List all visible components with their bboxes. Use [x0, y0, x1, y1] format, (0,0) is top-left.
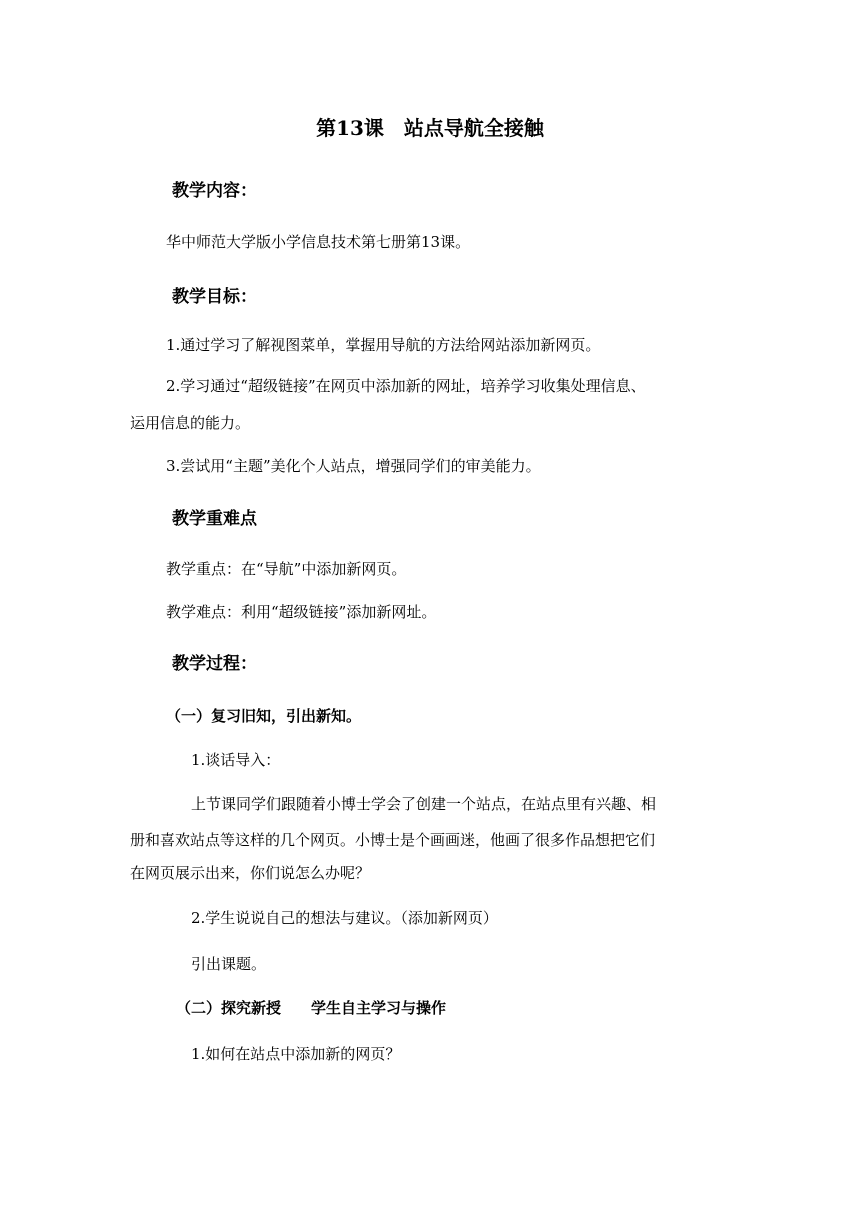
- part-1-paragraph-line-2: 册和喜欢站点等这样的几个网页。小博士是个画画迷，他画了很多作品想把它们: [130, 831, 656, 849]
- part-1-heading: （一）复习旧知，引出新知。: [166, 707, 362, 725]
- section-heading-content: 教学内容：: [172, 181, 257, 201]
- part-2-heading: （二）探究新授 学生自主学习与操作: [176, 999, 447, 1017]
- page-title: 第13课 站点导航全接触: [316, 116, 544, 140]
- part-1-item-1: 1.谈话导入：: [191, 751, 281, 769]
- content-text: 华中师范大学版小学信息技术第七册第13课。: [166, 233, 471, 251]
- part-2-item-1: 1.如何在站点中添加新的网页？: [191, 1045, 401, 1063]
- difficulty-text: 教学难点：利用“超级链接”添加新网址。: [166, 603, 437, 621]
- keypoint-text: 教学重点：在“导航”中添加新网页。: [166, 560, 407, 578]
- part-1-intro: 引出课题。: [191, 955, 267, 973]
- goal-item-2-line-1: 2.学习通过“超级链接”在网页中添加新的网址，培养学习收集处理信息、: [166, 377, 646, 395]
- section-heading-keypoints: 教学重难点: [172, 509, 257, 529]
- goal-item-2-line-2: 运用信息的能力。: [130, 414, 251, 432]
- goal-item-3: 3.尝试用“主题”美化个人站点，增强同学们的审美能力。: [166, 457, 541, 475]
- goal-item-1: 1.通过学习了解视图菜单，掌握用导航的方法给网站添加新网页。: [166, 336, 601, 354]
- part-1-item-2: 2.学生说说自己的想法与建议。（添加新网页）: [191, 909, 498, 927]
- section-heading-goals: 教学目标：: [172, 287, 257, 307]
- part-1-paragraph-line-1: 上节课同学们跟随着小博士学会了创建一个站点，在站点里有兴趣、相: [191, 795, 657, 813]
- section-heading-process: 教学过程：: [172, 654, 257, 674]
- part-1-paragraph-line-3: 在网页展示出来，你们说怎么办呢？: [130, 864, 371, 882]
